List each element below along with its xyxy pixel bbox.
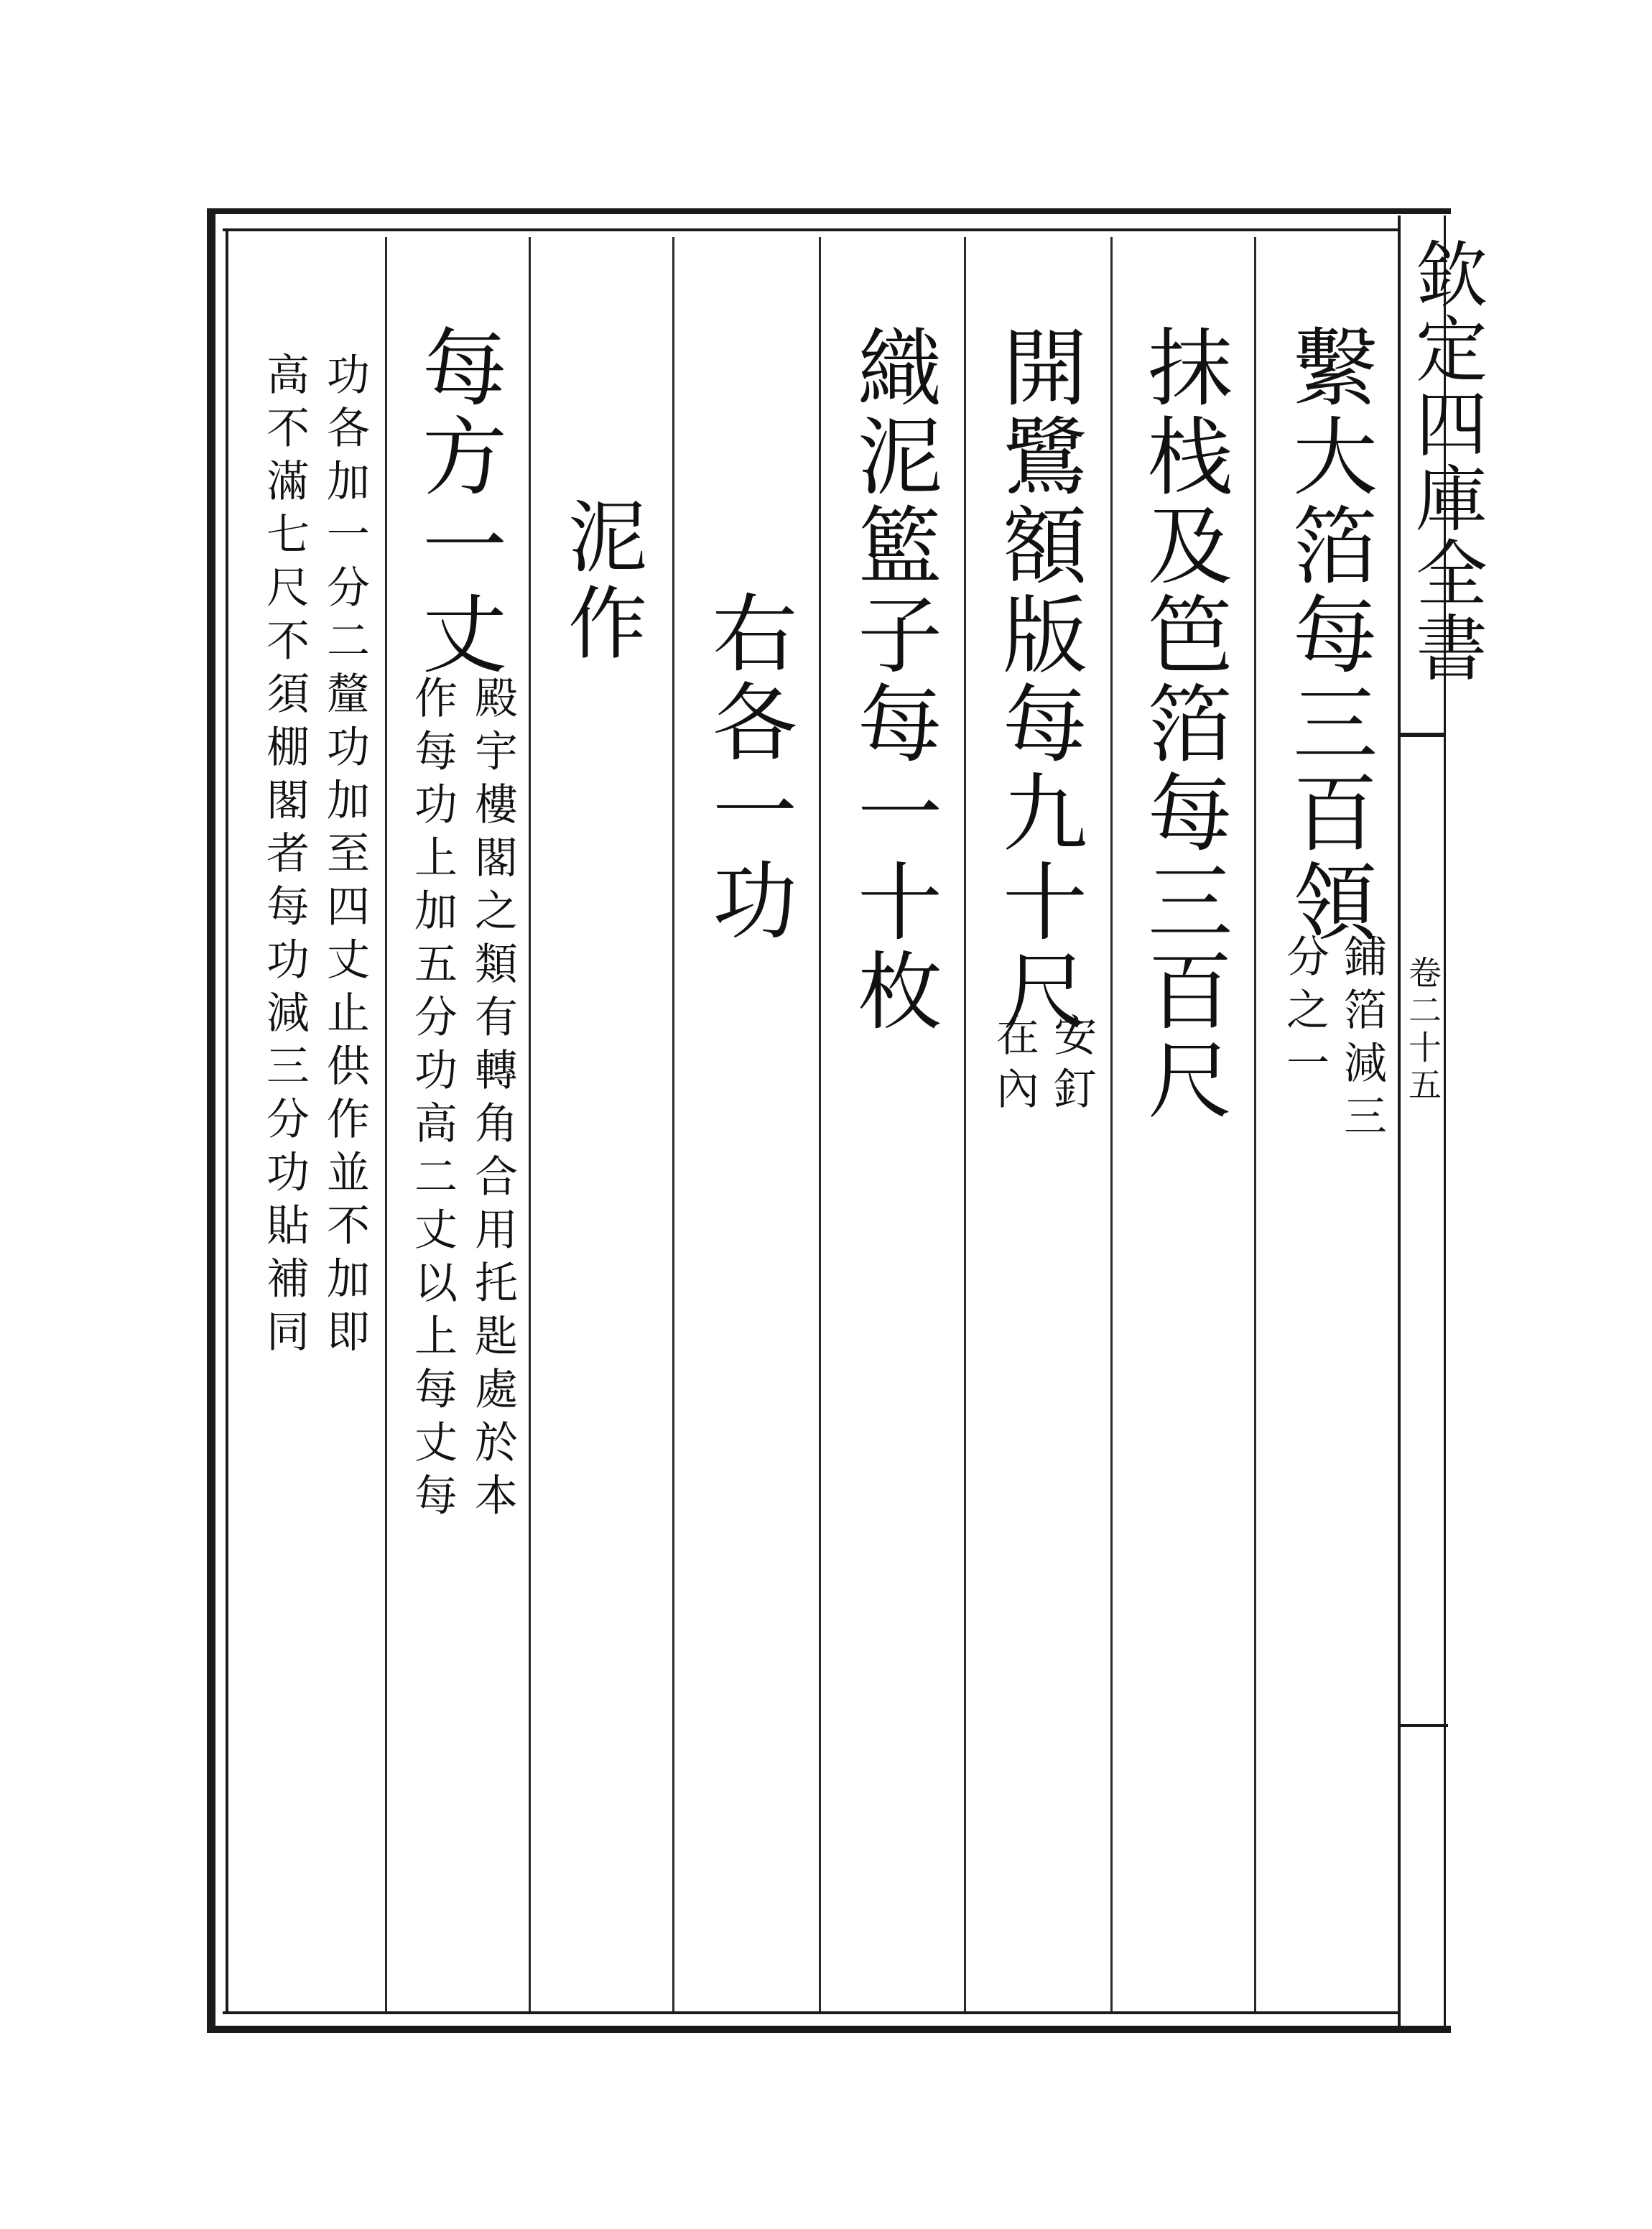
note-column-1a: 鋪箔減三 bbox=[1337, 934, 1387, 1146]
column-rule bbox=[964, 237, 966, 2011]
section-heading: 泥作 bbox=[555, 496, 647, 668]
gutter-mark bbox=[1398, 1724, 1448, 1727]
text-column-1: 繫大箔每三百領 bbox=[1279, 323, 1378, 947]
note-column-3a: 安釘 bbox=[1047, 1013, 1097, 1119]
note-column-1b: 分之一 bbox=[1279, 934, 1330, 1093]
note-column-8a: 功各加一分二釐功加至四丈止供作並不加即 bbox=[320, 352, 370, 1362]
text-column-3: 開鷺額版每九十尺 bbox=[988, 323, 1087, 1036]
column-rule bbox=[529, 237, 531, 2011]
book-title: 欽定四庫全書 bbox=[1403, 237, 1488, 685]
frame-inner-border-bottom bbox=[223, 2011, 1401, 2014]
gutter-rule bbox=[1398, 216, 1401, 2026]
frame-border-left bbox=[207, 208, 215, 2033]
frame-border-bottom bbox=[208, 2026, 1451, 2033]
note-column-7b: 作每功上加五分功高二丈以上每丈每 bbox=[407, 675, 458, 1526]
text-column-5: 右各一功 bbox=[698, 589, 797, 945]
column-rule bbox=[1110, 237, 1113, 2011]
column-rule bbox=[385, 237, 387, 2011]
note-column-3b: 在內 bbox=[989, 1013, 1039, 1119]
frame-border-top bbox=[208, 208, 1451, 214]
text-column-7: 每方一丈 bbox=[408, 323, 507, 680]
volume-label: 卷二十五 bbox=[1403, 955, 1442, 1105]
column-rule bbox=[672, 237, 674, 2011]
note-column-7a: 殿宇樓閣之類有轉角合用托匙處於本 bbox=[468, 675, 518, 1526]
column-rule bbox=[819, 237, 821, 2011]
gutter-fishtail-mark bbox=[1398, 733, 1444, 737]
column-rule bbox=[1254, 237, 1256, 2011]
text-column-4: 織泥籃子每一十枚 bbox=[843, 323, 942, 1036]
note-column-8b: 高不滿七尺不須棚閣者每功減三分功貼補同 bbox=[259, 352, 310, 1362]
frame-inner-border-left bbox=[226, 228, 228, 2014]
frame-inner-border-top bbox=[223, 228, 1401, 231]
text-column-2: 抹栈及笆箔每三百尺 bbox=[1133, 323, 1233, 1125]
